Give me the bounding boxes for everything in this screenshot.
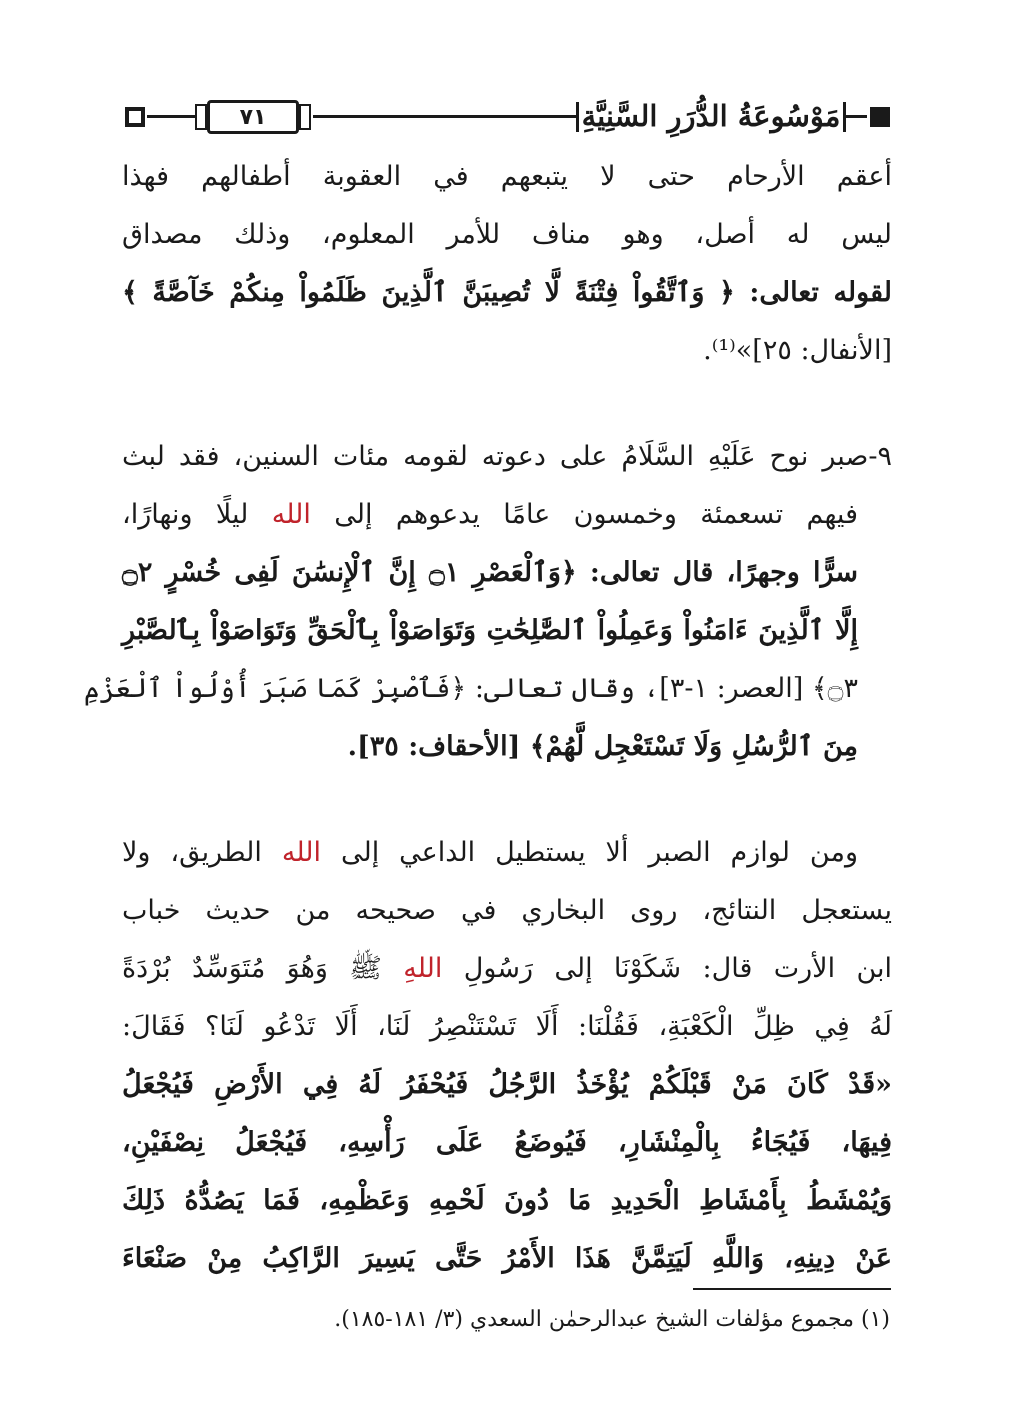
page-number-box bbox=[195, 98, 415, 138]
footnote-separator bbox=[693, 1288, 891, 1290]
hadith-line: «قَدْ كَانَ مَنْ قَبْلَكُمْ يُؤْخَذُ الرَّجُلُ فَيُحْفَرُ لَهُ فِي الأَرْضِ فَيُجْعَلُ bbox=[122, 1069, 892, 1100]
quran-verse-line: مِنَ ٱلرُّسُلِ وَلَا تَسْتَعْجِل لَّهُمْ﴾ [الأحقاف: ٣٥]. bbox=[347, 731, 858, 762]
page-number-ornament-right bbox=[299, 104, 311, 130]
page-header bbox=[125, 90, 890, 145]
header-square-outline-ornament bbox=[125, 107, 145, 127]
quran-verse-line: إِلَّا ٱلَّذِينَ ءَامَنُواْ وَعَمِلُواْ ٱلصَّٰلِحَٰتِ وَتَوَاصَوْاْ بِٱلْحَقِّ وَتَوَاصَوْاْ بِٱلصَّبْرِ bbox=[122, 615, 858, 646]
quran-verse-line: سرًّا وجهرًا، قال تعالى: ﴿وَٱلْعَصْرِ ۝١ إِنَّ ٱلْإِنسَٰنَ لَفِى خُسْرٍ ۝٢ bbox=[122, 557, 858, 588]
text-line: ۝٣﴾ [العصر: ١-٣]، وقال تعالى: ﴿فَٱصْبِرْ كَمَا صَبَرَ أُوْلُواْ ٱلْعَزْمِ bbox=[83, 673, 858, 704]
page-number: ٧١ bbox=[207, 100, 299, 134]
text-line: ومن لوازم الصبر ألا يستطيل الداعي إلى الله الطريق، ولا bbox=[122, 837, 858, 868]
page-body bbox=[83, 148, 893, 1288]
hadith-line: فِيهَا، فَيُجَاءُ بِالْمِنْشَارِ، فَيُوضَعُ عَلَى رَأْسِهِ، فَيُجْعَلُ نِصْفَيْنِ، bbox=[122, 1127, 892, 1158]
header-rule-middle-a bbox=[313, 115, 415, 118]
text-line: أعقم الأرحام حتى لا يتبعهم في العقوبة أطفالهم فهذا bbox=[122, 161, 892, 192]
paragraph-patience bbox=[122, 824, 892, 1288]
text-line: ابن الأرت قال: شَكَوْنَا إلى رَسُولِ اللهِ ﷺ وَهُوَ مُتَوَسِّدٌ بُرْدَةً bbox=[122, 953, 893, 984]
header-rule-left bbox=[147, 115, 195, 118]
hadith-line: عَنْ دِينِهِ، وَاللَّهِ لَيَتِمَّنَّ هَذَا الأَمْرُ حَتَّى يَسِيرَ الرَّاكِبُ مِنْ صَنْعَاءَ bbox=[122, 1243, 892, 1274]
text-line: لَهُ فِي ظِلِّ الْكَعْبَةِ، فَقُلْنَا: أَلَا تَسْتَنْصِرُ لَنَا، أَلَا تَدْعُو لَنَا؟ فَقَالَ: bbox=[122, 1011, 892, 1042]
header-rule-right bbox=[845, 115, 867, 118]
page-number-ornament-left bbox=[195, 104, 207, 130]
text-line: ليس له أصل، وهو مناف للأمر المعلوم، وذلك مصداق bbox=[122, 219, 892, 250]
text-line: ٩-صبر نوح عَلَيْهِ السَّلَامُ على دعوته لقومه مئات السنين، فقد لبث bbox=[122, 441, 892, 472]
paragraph-item-9 bbox=[83, 428, 892, 776]
quran-verse-line: لقوله تعالى: ﴿ وَٱتَّقُواْ فِتْنَةً لَّا تُصِيبَنَّ ٱلَّذِينَ ظَلَمُواْ مِنكُمْ خَآصَّةً ﴾ bbox=[122, 277, 892, 308]
series-title: مَوْسُوعَةُ الدُّرَرِ السَّنِيَّةِ bbox=[580, 92, 842, 140]
hadith-line: وَيُمْشَطُ بِأَمْشَاطِ الْحَدِيدِ مَا دُونَ لَحْمِهِ وَعَظْمِهِ، فَمَا يَصُدُّهُ ذَلِكَ bbox=[122, 1185, 892, 1216]
text-line: فيهم تسعمئة وخمسون عامًا يدعوهم إلى الله ليلًا ونهارًا، bbox=[122, 499, 858, 530]
text-line: [الأنفال: ٢٥]»⁽¹⁾. bbox=[703, 335, 892, 366]
header-rule-middle bbox=[415, 115, 577, 118]
footnote: (١) مجموع مؤلفات الشيخ عبدالرحمٰن السعدي (٣/ ١٨١-١٨٥). bbox=[334, 1307, 890, 1332]
paragraph-quote-continuation bbox=[122, 148, 892, 380]
header-square-filled-ornament bbox=[870, 107, 890, 127]
text-line: يستعجل النتائج، روى البخاري في صحيحه من حديث خباب bbox=[122, 895, 892, 926]
